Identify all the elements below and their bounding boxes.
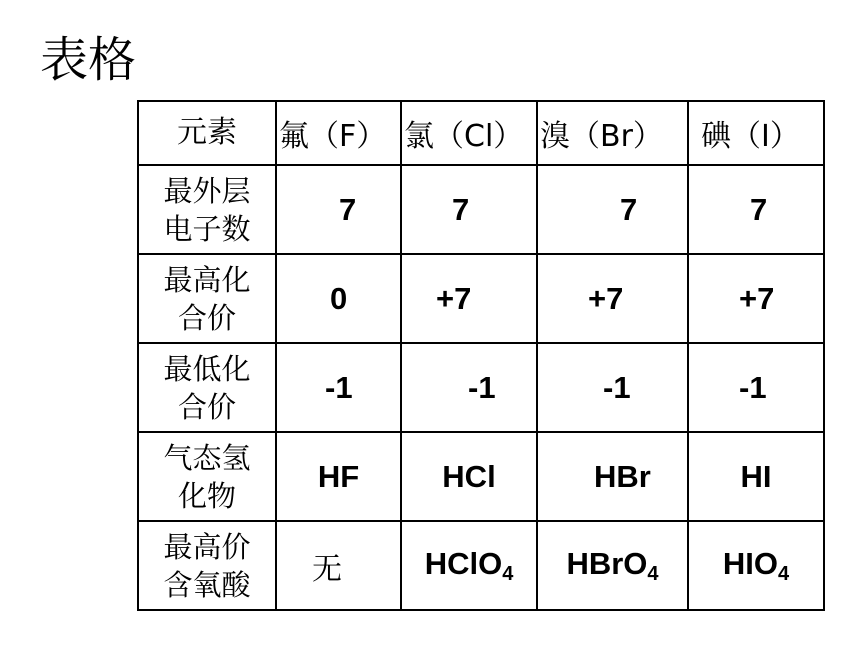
table-row — [138, 165, 824, 254]
header-label: 氟（F） — [279, 119, 387, 154]
page-title: 表格 — [40, 32, 137, 88]
table-cell — [276, 343, 401, 432]
row-label — [138, 343, 276, 432]
table-cell — [537, 343, 688, 432]
header-cell-iodine — [688, 101, 824, 165]
table-cell — [401, 432, 537, 521]
table-cell — [537, 165, 688, 254]
header-cell-chlorine — [401, 101, 537, 165]
cell-value: 7 — [339, 191, 357, 227]
cell-value: 0 — [330, 280, 348, 316]
row-label-line: 最高化 — [163, 262, 251, 297]
table-cell — [276, 254, 401, 343]
table-header-row — [138, 101, 824, 165]
table-cell — [688, 521, 824, 610]
halogen-table — [137, 100, 825, 611]
row-label — [138, 521, 276, 610]
table-cell — [688, 165, 824, 254]
cell-value: 7 — [452, 191, 470, 227]
row-label-line: 最高价 — [163, 529, 251, 564]
table-cell — [276, 165, 401, 254]
cell-value: 7 — [620, 191, 638, 227]
formula-subscript: 4 — [502, 562, 514, 585]
row-label — [138, 432, 276, 521]
table-cell — [401, 165, 537, 254]
cell-value: HF — [317, 458, 360, 494]
table-cell — [688, 343, 824, 432]
table-row — [138, 521, 824, 610]
formula-subscript: 4 — [647, 562, 659, 585]
cell-value: -1 — [739, 369, 767, 405]
formula-base: HBrO — [566, 545, 648, 581]
header-cell-fluorine — [276, 101, 401, 165]
row-label — [138, 254, 276, 343]
table-cell — [537, 521, 688, 610]
cell-value: +7 — [588, 280, 624, 316]
cell-value: -1 — [468, 369, 496, 405]
header-label: 元素 — [177, 115, 237, 150]
header-label: 氯（Cl） — [404, 119, 524, 154]
formula-base: HClO — [424, 545, 503, 581]
cell-value: -1 — [603, 369, 631, 405]
table-row — [138, 343, 824, 432]
cell-value: -1 — [325, 369, 353, 405]
row-label-line: 电子数 — [163, 211, 251, 246]
table-cell — [537, 254, 688, 343]
table-cell — [401, 343, 537, 432]
formula-subscript: 4 — [778, 562, 790, 585]
table-cell — [688, 254, 824, 343]
cell-value: HCl — [442, 458, 496, 494]
row-label-line: 气态氢 — [163, 440, 251, 475]
table-cell — [401, 254, 537, 343]
row-label-line: 最外层 — [163, 173, 251, 208]
table-cell — [276, 521, 401, 610]
row-label — [138, 165, 276, 254]
row-label-line: 合价 — [177, 300, 236, 335]
header-label: 碘（I） — [701, 119, 800, 154]
cell-value: 无 — [312, 551, 342, 587]
row-label-line: 化物 — [177, 478, 236, 513]
table-cell — [276, 432, 401, 521]
formula-base: HIO — [722, 545, 778, 581]
header-cell-bromine — [537, 101, 688, 165]
row-label-line: 合价 — [177, 389, 236, 424]
header-cell-element — [138, 101, 276, 165]
table-cell — [537, 432, 688, 521]
cell-value: HI — [740, 458, 772, 494]
row-label-line: 最低化 — [163, 351, 251, 386]
table-row — [138, 432, 824, 521]
cell-value: +7 — [739, 280, 775, 316]
row-label-line: 含氧酸 — [163, 567, 251, 602]
cell-value: HBr — [594, 458, 651, 494]
table-cell — [401, 521, 537, 610]
header-label: 溴（Br） — [540, 119, 663, 154]
table-row — [138, 254, 824, 343]
cell-value: 7 — [750, 191, 768, 227]
cell-value: +7 — [436, 280, 472, 316]
table-cell — [688, 432, 824, 521]
